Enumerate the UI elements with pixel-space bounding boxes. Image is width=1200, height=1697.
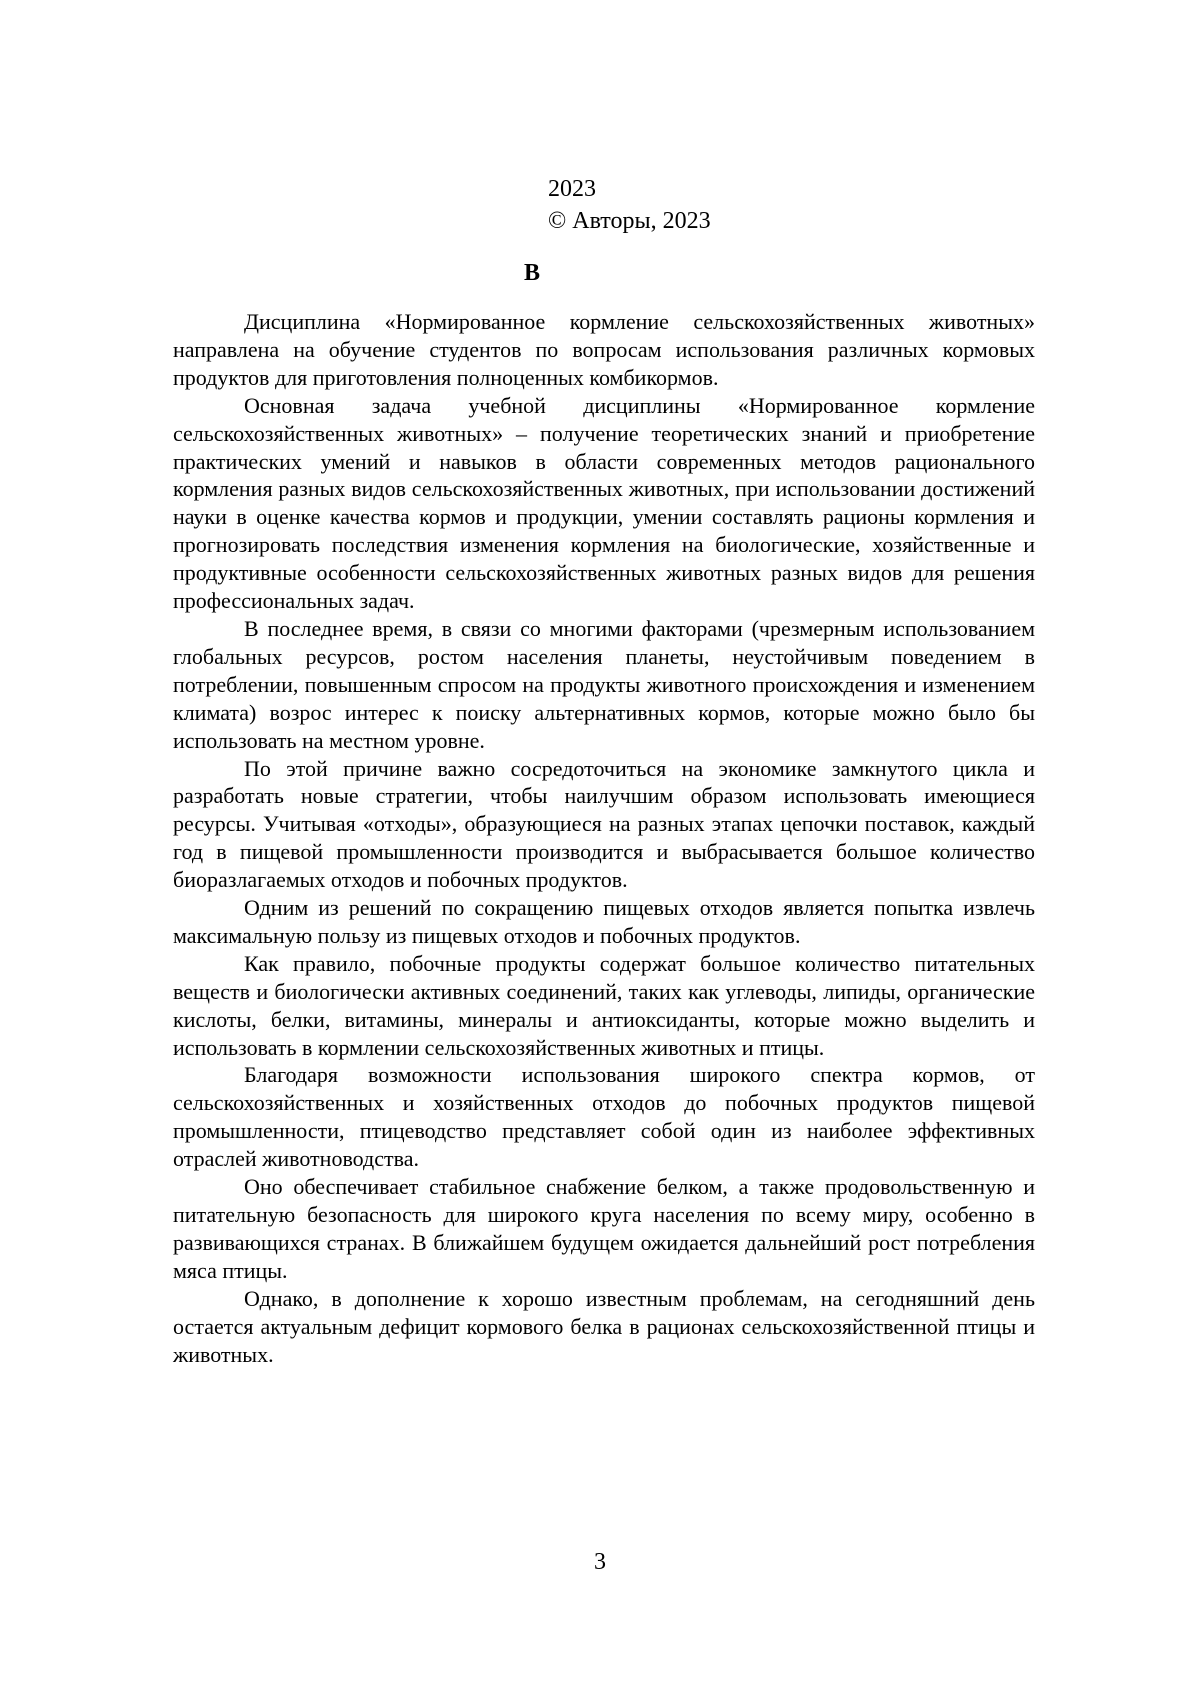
paragraph: В последнее время, в связи со многими факторами (чрезмерным использованием глобальных ресурсов, ростом населения планеты, неустойчивым поведением в потреблении, повышенным спросом на продукты животного происхождения и изменением климата) возрос интерес к поиску альтернативных кормов, которые можно было бы использовать на местном уровне. (173, 615, 1035, 753)
section-heading: В (524, 260, 541, 286)
paragraph: Благодаря возможности использования широкого спектра кормов, от сельскохозяйственных и хозяйственных отходов до побочных продуктов пищевой промышленности, птицеводство представляет собой один из наиболее эффективных отраслей животноводства. (173, 1062, 1035, 1172)
paragraph: Как правило, побочные продукты содержат большое количество питательных веществ и биологически активных соединений, таких как углеводы, липиды, органические кислоты, белки, витамины, минералы и антиоксиданты, которые можно выделить и использовать в кормлении сельскохозяйственных животных и птицы. (173, 950, 1035, 1060)
paragraph: Однако, в дополнение к хорошо известным проблемам, на сегодняшний день остается актуальным дефицит кормового белка в рационах сельскохозяйственной птицы и животных. (173, 1285, 1035, 1367)
year-line: 2023 (548, 176, 596, 202)
page-number: 3 (594, 1549, 606, 1575)
body-text (173, 308, 1035, 1368)
paragraph: Одним из решений по сокращению пищевых отходов является попытка извлечь максимальную пользу из пищевых отходов и побочных продуктов. (173, 895, 1035, 948)
paragraph: По этой причине важно сосредоточиться на экономике замкнутого цикла и разработать новые стратегии, чтобы наилучшим образом использовать имеющиеся ресурсы. Учитывая «отходы», образующиеся на разных этапах цепочки поставок, каждый год в пищевой промышленности производится и выбрасывается большое количество биоразлагаемых отходов и побочных продуктов. (173, 755, 1035, 893)
copyright-line: © Авторы, 2023 (548, 208, 711, 234)
paragraph: Оно обеспечивает стабильное снабжение белком, а также продовольственную и питательную безопасность для широкого круга населения по всему миру, особенно в развивающихся странах. В ближайшем будущем ожидается дальнейший рост потребления мяса птицы. (173, 1174, 1035, 1283)
paragraph: Дисциплина «Нормированное кормление сельскохозяйственных животных» направлена на обучение студентов по вопросам использования различных кормовых продуктов для приготовления полноценных комбикормов. (173, 309, 1035, 390)
paragraph: Основная задача учебной дисциплины «Нормированное кормление сельскохозяйственных животных» – получение теоретических знаний и приобретение практических умений и навыков в области современных методов рационального кормления разных видов сельскохозяйственных животных, при использовании достижений науки в оценке качества кормов и продукции, умении составлять рационы кормления и прогнозировать последствия изменения кормления на биологические, хозяйственные и продуктивные особенности сельскохозяйственных животных разных видов для решения профессиональных задач. (173, 392, 1035, 614)
